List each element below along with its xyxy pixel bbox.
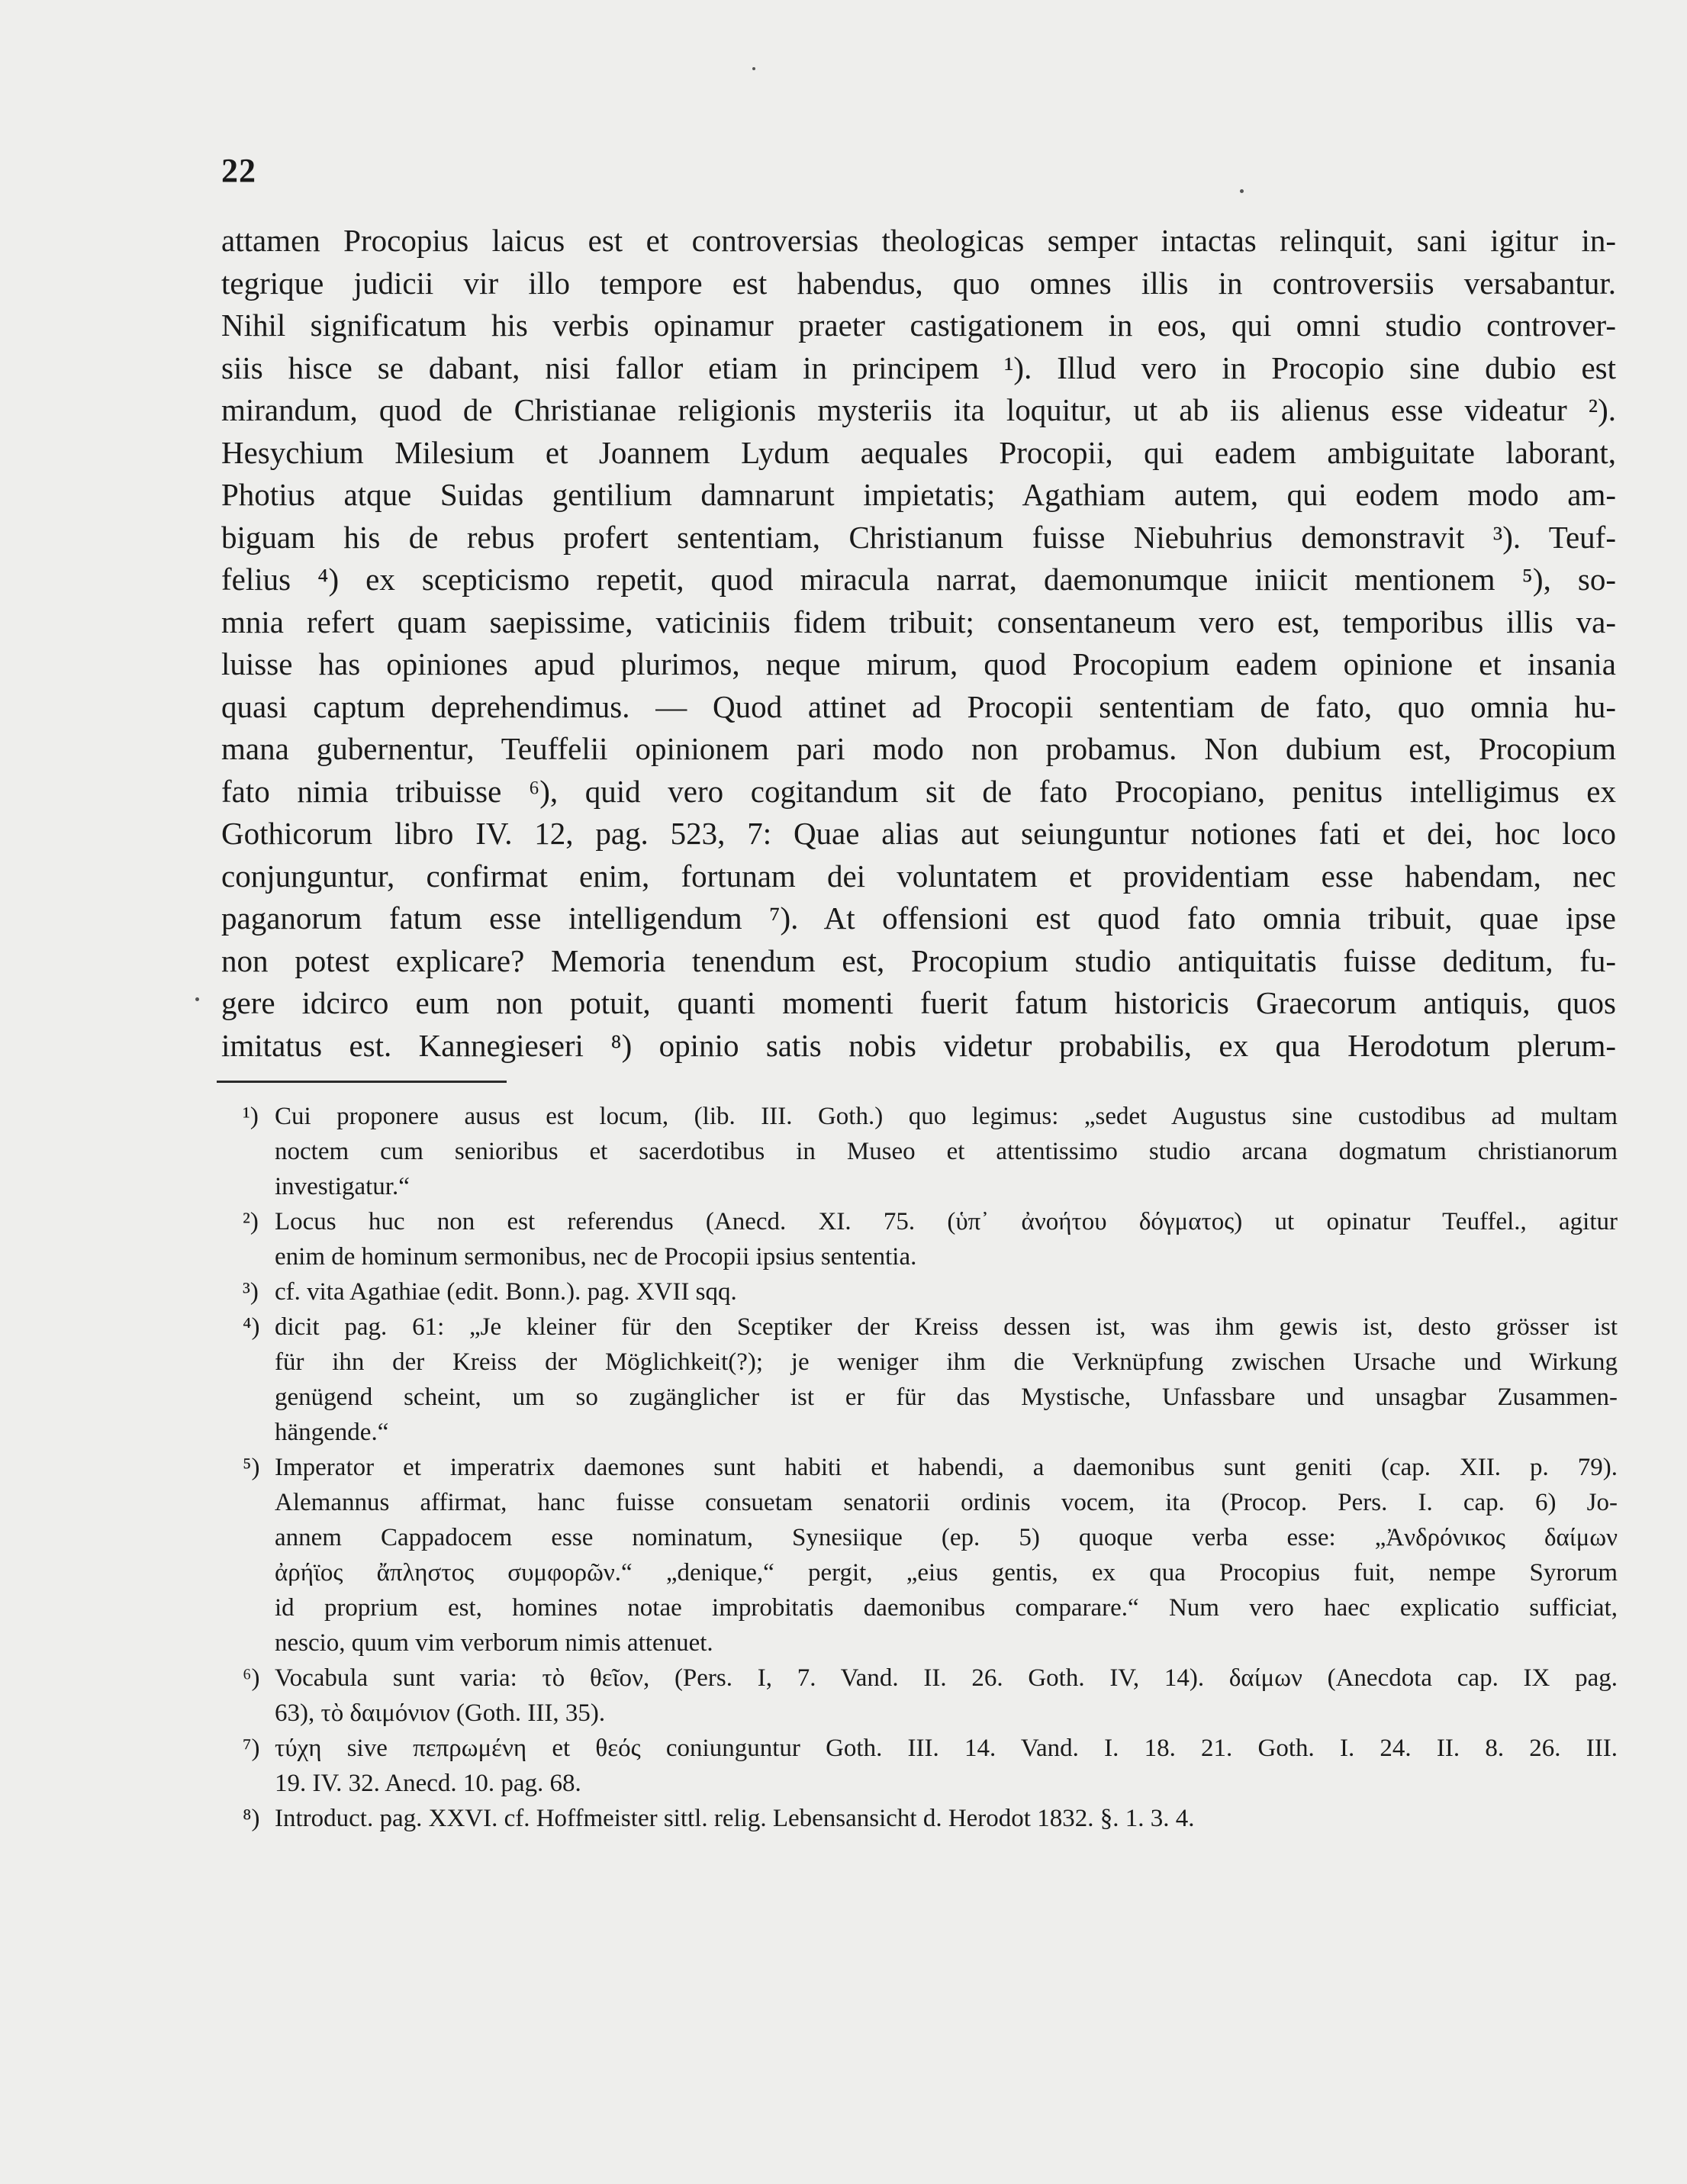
footnote-separator xyxy=(217,1081,507,1083)
footnote-7 xyxy=(221,1731,1618,1801)
footnote-marker: ²) xyxy=(243,1208,259,1235)
text-line: Gothicorum libro IV. 12, pag. 523, 7: Quae alias aut seiunguntur notiones fati et dei, hoc loco xyxy=(221,816,1616,851)
footnote-line: für ihn der Kreiss der Möglichkeit(?); je weniger ihm die Verknüpfung zwischen Ursache und Wirkung xyxy=(275,1348,1618,1376)
text-line: quasi captum deprehendimus. — Quod attinet ad Procopii sententiam de fato, quo omnia hu- xyxy=(221,688,1616,724)
text-line: imitatus est. Kannegieseri ⁸) opinio satis nobis videtur probabilis, ex qua Herodotum plerum- xyxy=(221,1027,1616,1063)
page-number: 22 xyxy=(221,152,256,189)
footnote-2 xyxy=(221,1204,1618,1274)
text-line: fato nimia tribuisse ⁶), quid vero cogitandum sit de fato Procopiano, penitus intelligimus ex xyxy=(221,773,1616,809)
footnote-marker: ⁷) xyxy=(243,1735,260,1762)
footnote-line: annem Cappadocem esse nominatum, Synesiique (ep. 5) quoque verba esse: „Ἀνδρόνικος δαίμων xyxy=(275,1524,1618,1551)
footnote-line: hängende.“ xyxy=(275,1419,389,1446)
footnote-8 xyxy=(221,1801,1618,1836)
main-text xyxy=(221,220,1616,1067)
text-line: Nihil significatum his verbis opinamur praeter castigationem in eos, qui omni studio controver- xyxy=(221,308,1616,343)
footnote-line: investigatur.“ xyxy=(275,1173,410,1200)
footnote-line: Imperator et imperatrix daemones sunt habiti et habendi, a daemonibus sunt geniti (cap. XII. p. 79). xyxy=(275,1454,1618,1481)
text-line: gere idcirco eum non potuit, quanti momenti fuerit fatum historicis Graecorum antiquis, quos xyxy=(221,985,1616,1020)
footnote-line: id proprium est, homines notae improbitatis daemonibus comparare.“ Num vero haec explicatio sufficiat, xyxy=(275,1594,1618,1622)
footnote-marker: ⁸) xyxy=(243,1805,260,1832)
footnote-4 xyxy=(221,1309,1618,1450)
footnote-marker: ¹) xyxy=(243,1103,259,1130)
footnote-marker: ⁴) xyxy=(243,1313,260,1341)
footnotes xyxy=(221,1099,1618,1836)
footnote-5 xyxy=(221,1450,1618,1661)
footnote-line: enim de hominum sermonibus, nec de Procopii ipsius sententia. xyxy=(275,1243,917,1271)
footnote-line: Vocabula sunt varia: τὸ θεῖον, (Pers. I, 7. Vand. II. 26. Goth. IV, 14). δαίμων (Anecdota cap. IX pag. xyxy=(275,1664,1618,1692)
footnote-line: noctem cum senioribus et sacerdotibus in Museo et attentissimo studio arcana dogmatum christianorum xyxy=(275,1138,1618,1165)
text-line: mnia refert quam saepissime, vaticiniis fidem tribuit; consentaneum vero est, temporibus illis va- xyxy=(221,604,1616,639)
text-line: tegrique judicii vir illo tempore est habendus, quo omnes illis in controversiis versabantur. xyxy=(221,265,1616,301)
footnote-line: dicit pag. 61: „Je kleiner für den Sceptiker der Kreiss dessen ist, was ihm gewis ist, desto grösser ist xyxy=(275,1313,1618,1341)
paper-speck xyxy=(1240,189,1244,193)
footnote-line: Introduct. pag. XXVI. cf. Hoffmeister sittl. relig. Lebensansicht d. Herodot 1832. §. 1. 3. 4. xyxy=(275,1805,1195,1832)
text-line: siis hisce se dabant, nisi fallor etiam in principem ¹). Illud vero in Procopio sine dubio est xyxy=(221,350,1616,385)
footnote-line: ἀρήϊος ἄπληστος συμφορῶν.“ „denique,“ pergit, „eius gentis, ex qua Procopius fuit, nempe Syrorum xyxy=(275,1559,1618,1586)
footnote-line: Locus huc non est referendus (Anecd. XI. 75. (ὑπ᾽ ἀνοήτου δόγματος) ut opinatur Teuffel., agitur xyxy=(275,1208,1618,1235)
footnote-line: nescio, quum vim verborum nimis attenuet. xyxy=(275,1629,713,1657)
paper-speck xyxy=(195,997,199,1001)
text-line: biguam his de rebus profert sententiam, Christianum fuisse Niebuhrius demonstravit ³). Teuf- xyxy=(221,519,1616,555)
footnote-line: 19. IV. 32. Anecd. 10. pag. 68. xyxy=(275,1770,581,1797)
text-line: paganorum fatum esse intelligendum ⁷). At offensioni est quod fato omnia tribuit, quae ipse xyxy=(221,900,1616,936)
footnote-line: τύχη sive πεπρωμένη et θεός coniunguntur Goth. III. 14. Vand. I. 18. 21. Goth. I. 24. II. 8. 26. III. xyxy=(275,1735,1618,1762)
text-line: mana gubernentur, Teuffelii opinionem pari modo non probamus. Non dubium est, Procopium xyxy=(221,731,1616,766)
footnote-line: genügend scheint, um so zugänglicher ist er für das Mystische, Unfassbare und unsagbar Zusammen- xyxy=(275,1384,1618,1411)
text-line: conjunguntur, confirmat enim, fortunam dei voluntatem et providentiam esse habendam, nec xyxy=(221,858,1616,894)
footnote-line: Alemannus affirmat, hanc fuisse consuetam senatorii ordinis vocem, ita (Procop. Pers. I. cap. 6) Jo- xyxy=(275,1489,1618,1516)
text-line: felius ⁴) ex scepticismo repetit, quod miracula narrat, daemonumque iniicit mentionem ⁵), so- xyxy=(221,562,1616,597)
text-line: non potest explicare? Memoria tenendum est, Procopium studio antiquitatis fuisse deditum, fu- xyxy=(221,942,1616,978)
footnote-marker: ⁵) xyxy=(243,1454,260,1481)
footnote-6 xyxy=(221,1661,1618,1731)
text-line: luisse has opiniones apud plurimos, neque mirum, quod Procopium eadem opinione et insania xyxy=(221,646,1616,681)
text-line: Hesychium Milesium et Joannem Lydum aequales Procopii, qui eadem ambiguitate laborant, xyxy=(221,434,1616,470)
text-line: attamen Procopius laicus est et controversias theologicas semper intactas relinquit, sani igitur in- xyxy=(221,223,1616,258)
text-line: Photius atque Suidas gentilium damnarunt impietatis; Agathiam autem, qui eodem modo am- xyxy=(221,477,1616,512)
footnote-line: Cui proponere ausus est locum, (lib. III. Goth.) quo legimus: „sedet Augustus sine custodibus ad multam xyxy=(275,1103,1618,1130)
footnote-marker: ⁶) xyxy=(243,1664,260,1692)
text-line: mirandum, quod de Christianae religionis mysteriis ita loquitur, ut ab iis alienus esse videatur ²). xyxy=(221,392,1616,427)
footnote-line: 63), τὸ δαιμόνιον (Goth. III, 35). xyxy=(275,1699,606,1727)
footnote-line: cf. vita Agathiae (edit. Bonn.). pag. XVII sqq. xyxy=(275,1278,737,1306)
footnote-marker: ³) xyxy=(243,1278,259,1306)
paper-speck xyxy=(752,67,755,70)
footnote-3 xyxy=(221,1274,1618,1309)
footnote-1 xyxy=(221,1099,1618,1204)
